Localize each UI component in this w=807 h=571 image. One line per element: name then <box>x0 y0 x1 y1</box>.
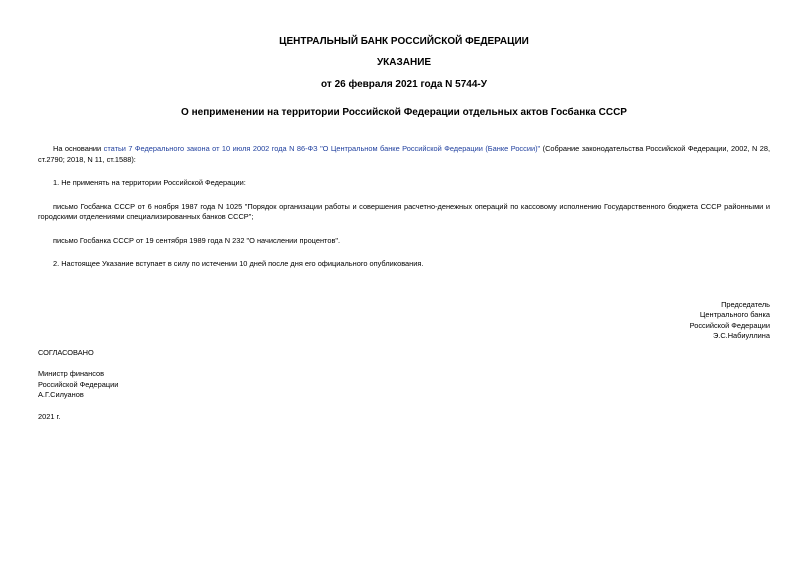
signature-organization: Центрального банка <box>699 310 770 319</box>
signature-position: Председатель <box>721 299 770 309</box>
repealed-letter-232: письмо Госбанка СССР от 19 сентября 1989 года N 232 "О начислении процентов". <box>53 235 341 245</box>
document-type: УКАЗАНИЕ <box>376 57 432 68</box>
approval-year: 2021 г. <box>38 411 61 421</box>
document-date-number: от 26 февраля 2021 года N 5744-У <box>321 79 487 90</box>
document-title: О неприменении на территории Российской Федерации отдельных актов Госбанка СССР <box>181 107 627 118</box>
preamble-prefix: На основании <box>53 144 104 153</box>
repealed-letter-1025: письмо Госбанка СССР от 6 ноября 1987 года N 1025 "Порядок организации работы и совершения расчетно-денежных операций по кассовому исполнению Государственного бюджета СССР районными и городскими отделениями специализированных банков СССР"; <box>38 201 770 221</box>
approval-country: Российской Федерации <box>38 379 119 389</box>
approval-block <box>38 348 770 401</box>
issuer-heading: ЦЕНТРАЛЬНЫЙ БАНК РОССИЙСКОЙ ФЕДЕРАЦИИ <box>279 36 529 47</box>
approval-heading: СОГЛАСОВАНО <box>38 347 94 357</box>
clause-2-paragraph: 2. Настоящее Указание вступает в силу по истечении 10 дней после дня его официального опубликования. <box>53 259 424 268</box>
signature-country: Российской Федерации <box>689 320 770 330</box>
signature-name: Э.С.Набиуллина <box>712 331 770 340</box>
preamble-suffix: (Собрание законодательства Российской Федерации, 2002, N 28, ст.2790; 2018, N 11, ст.1588): <box>38 144 771 164</box>
document-page <box>38 36 770 422</box>
approval-name: А.Г.Силуанов <box>38 390 84 399</box>
clause-1-paragraph: 1. Не применять на территории Российской Федерации: <box>53 178 246 187</box>
signature-block <box>38 300 770 342</box>
federal-law-link[interactable]: статьи 7 Федерального закона от 10 июля 2002 года N 86-ФЗ "О Центральном банке Российской Федерации (Банке России)" <box>103 144 541 153</box>
approval-position: Министр финансов <box>38 369 105 378</box>
preamble-paragraph <box>38 144 770 165</box>
